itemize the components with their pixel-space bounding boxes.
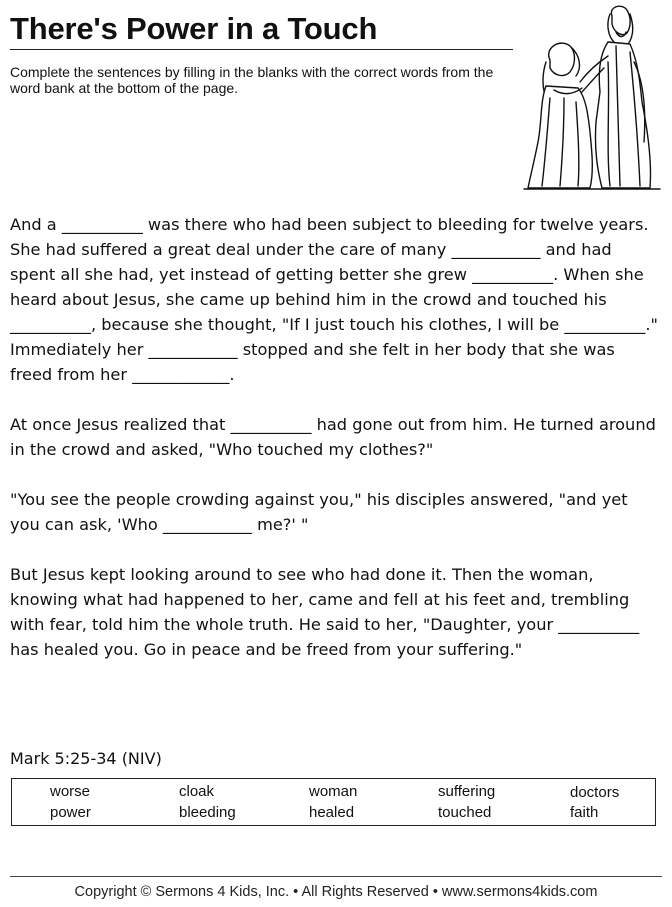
footer-copyright: Copyright © Sermons 4 Kids, Inc. • All Rights Reserved • www.sermons4kids.com: [74, 884, 598, 900]
word-bank-word: bleeding: [179, 804, 236, 821]
word-bank-word: touched: [438, 804, 492, 821]
footer-divider: [10, 876, 662, 877]
title-underline: [10, 49, 513, 50]
fill-in-blank[interactable]: ___________: [148, 340, 238, 359]
word-bank-word: healed: [309, 804, 355, 821]
story-paragraph-3: "You see the people crowding against you," his disciples answered, "and yet you can ask, 'Who ___________ me?' ": [10, 490, 628, 534]
word-bank: [11, 778, 656, 826]
story-text: [10, 212, 660, 687]
word-bank-word: worse: [50, 783, 91, 800]
fill-in-blank[interactable]: __________: [230, 415, 312, 434]
fill-in-blank[interactable]: __________: [564, 315, 646, 334]
instructions: Complete the sentences by filling in the blanks with the correct words from the word bank at the bottom of the page.: [10, 64, 494, 96]
word-bank-word: suffering: [438, 783, 496, 800]
word-bank-word: cloak: [179, 783, 215, 800]
fill-in-blank[interactable]: ___________: [162, 515, 252, 534]
word-bank-word: doctors: [570, 784, 620, 801]
fill-in-blank[interactable]: __________: [61, 215, 143, 234]
story-paragraph-1: And a __________ was there who had been subject to bleeding for twelve years. She had suffered a great deal under the care of many ___________ and had spent all she had, yet instead of getting better she grew __________. When she heard about Jesus, she came up behind him in the crowd and touched his __________, because she thought, "If I just touch his clothes, I will be __________." Immediately her ___________ stopped and she felt in her body that she was freed from her ____________.: [10, 215, 658, 384]
story-paragraph-2: At once Jesus realized that __________ had gone out from him. He turned around in the crowd and asked, "Who touched my clothes?": [10, 415, 656, 459]
fill-in-blank[interactable]: __________: [558, 615, 640, 634]
word-bank-word: power: [50, 804, 91, 821]
page-title: There's Power in a Touch: [10, 11, 378, 46]
fill-in-blank[interactable]: __________: [10, 315, 91, 334]
jesus-healing-woman-illustration: [520, 2, 668, 192]
fill-in-blank[interactable]: ____________: [132, 365, 230, 384]
word-bank-word: woman: [309, 783, 358, 800]
fill-in-blank[interactable]: __________: [472, 265, 554, 284]
story-paragraph-4: But Jesus kept looking around to see who had done it. Then the woman, knowing what had happened to her, came and fell at his feet and, trembling with fear, told him the whole truth. He said to her, "Daughter, your __________ has healed you. Go in peace and be freed from your suffering.": [10, 565, 640, 659]
fill-in-blank[interactable]: ___________: [451, 240, 541, 259]
scripture-citation: Mark 5:25-34 (NIV): [10, 749, 162, 768]
word-bank-word: faith: [570, 804, 599, 821]
